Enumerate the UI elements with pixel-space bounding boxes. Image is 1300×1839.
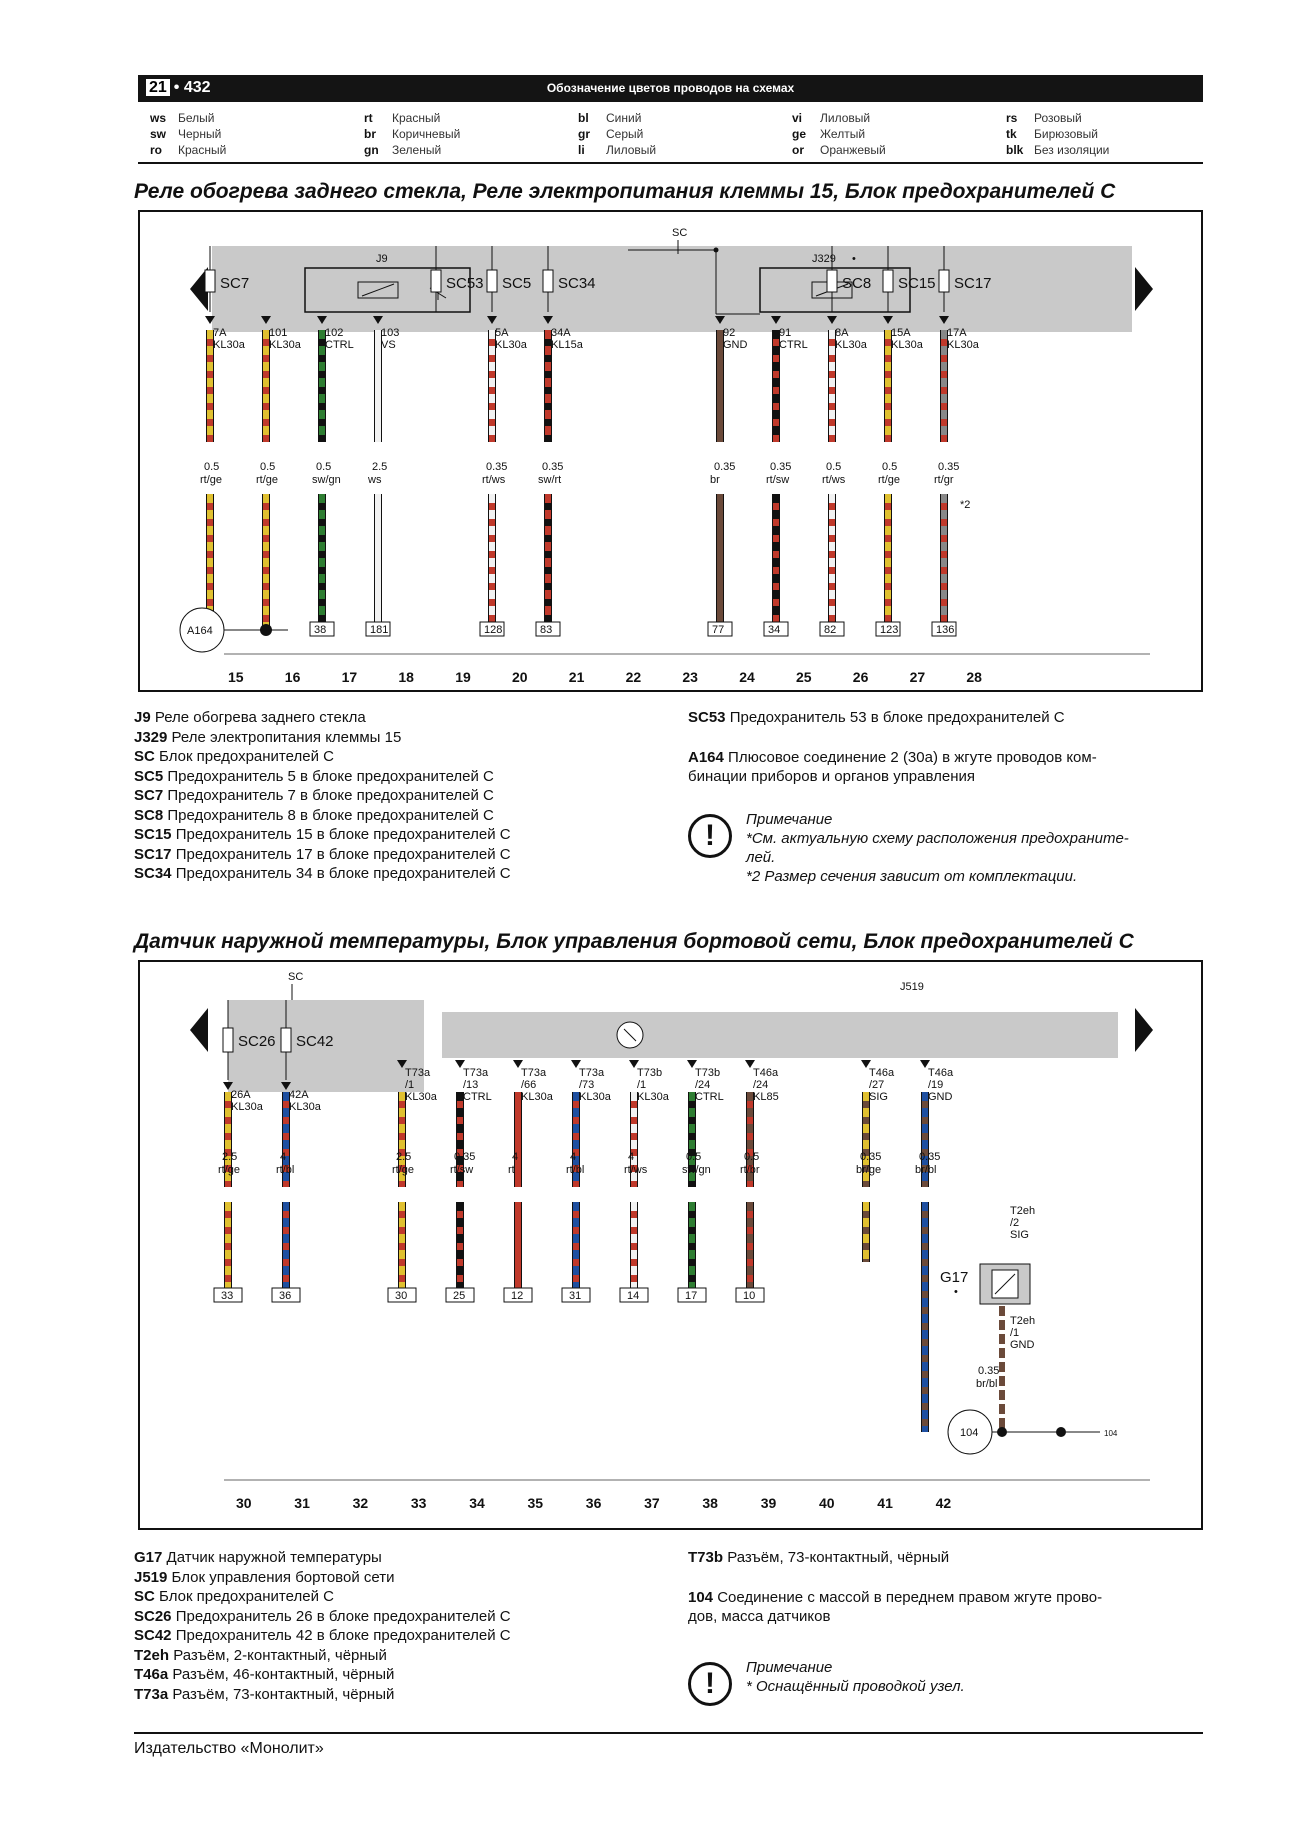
legend-entry: SC15 Предохранитель 15 в блоке предохранителей С: [134, 826, 511, 843]
pin-number: 123: [880, 624, 899, 636]
wire-number: 26A: [231, 1089, 251, 1101]
legend-entry: 104 Соединение с массой в переднем правом жгуте прово-: [688, 1588, 1103, 1606]
wire-signal: KL30a: [637, 1091, 669, 1103]
section2-legend-left: [134, 1548, 511, 1704]
legend-entry: SC17 Предохранитель 17 в блоке предохранителей С: [134, 845, 511, 863]
ground-104-label: 104: [960, 1427, 979, 1439]
svg-text:/2: /2: [1010, 1217, 1020, 1229]
svg-text:SIG: SIG: [1010, 1229, 1029, 1241]
wire-signal: KL30a: [405, 1091, 437, 1103]
pin-number: 181: [370, 624, 389, 636]
wire-size: 0.5: [316, 461, 332, 473]
legend-column: rt Красный br Коричневый gn Зеленый: [364, 111, 461, 157]
wire-color: rt/ws: [822, 474, 846, 486]
fuse-label: SC5: [502, 275, 532, 292]
warning-icon: !: [688, 1662, 732, 1706]
wire-number: T73b: [637, 1067, 663, 1079]
wire-size: 0.5: [882, 461, 898, 473]
svg-text:T2eh: T2eh: [1010, 1315, 1036, 1327]
ground-a164-label: A164: [187, 625, 213, 637]
wire-size: 0.35: [454, 1151, 476, 1163]
wire-signal: KL85: [753, 1091, 779, 1103]
pin-number: 136: [936, 624, 955, 636]
fuse-label: SC34: [558, 275, 596, 292]
wire-signal: KL30a: [891, 339, 923, 351]
wire-pin-ref: /13: [463, 1079, 479, 1091]
pin-number: 83: [540, 624, 553, 636]
relay-j9-label: J9: [376, 253, 388, 265]
wire-number: T46a: [928, 1067, 954, 1079]
wire-color: sw/gn: [312, 474, 341, 486]
wire-size: 2.5: [396, 1151, 412, 1163]
wire-pin-ref: /24: [753, 1079, 769, 1091]
svg-text:•: •: [954, 1286, 958, 1298]
column-number: 18: [398, 669, 414, 685]
fuse-block-sc: [212, 246, 1132, 332]
wire-color: br/ge: [856, 1164, 882, 1176]
section1-legend-right: SC53 Предохранитель 53 в блоке предохранителей С A164 Плюсовое соединение 2 (30а) в жгуте проводов ком- бинации приборов и органов управления: [688, 709, 1097, 785]
fuse-label: SC26: [238, 1033, 276, 1050]
pin-number: 77: [712, 624, 725, 636]
wire-pin-ref: /73: [579, 1079, 595, 1091]
legend-column: bl Синий gr Серый li Лиловый: [578, 111, 657, 157]
wire-color: rt/bl: [276, 1164, 295, 1176]
wire-signal: GND: [928, 1091, 953, 1103]
legend-column: rs Розовый tk Бирюзовый blk Без изоляции: [1006, 111, 1110, 157]
wire-color: sw/rt: [538, 474, 562, 486]
wire-number: 34A: [551, 327, 571, 339]
column-number: 30: [236, 1495, 252, 1511]
wire-signal: VS: [381, 339, 396, 351]
page-header: [138, 75, 1203, 102]
wire-signal: CTRL: [779, 339, 808, 351]
fuse-label: SC42: [296, 1033, 334, 1050]
wire-number: T73a: [521, 1067, 547, 1079]
wire-size: 2.5: [222, 1151, 238, 1163]
wire-color: rt/bl: [566, 1164, 585, 1176]
column-number: 26: [852, 669, 869, 685]
legend-entry: SC42 Предохранитель 42 в блоке предохранителей С: [134, 1627, 511, 1644]
fuse-sc17: [939, 270, 949, 292]
wire-size: 0.5: [204, 461, 220, 473]
size-note: *2: [960, 499, 971, 511]
relay-j329-label: J329: [812, 253, 836, 265]
column-number: 22: [625, 669, 642, 685]
legend-entry: SC Блок предохранителей С: [134, 748, 334, 765]
module-j519: [442, 1012, 1118, 1058]
pin-number: 36: [279, 1290, 292, 1302]
wire-size: 0.5: [686, 1151, 702, 1163]
column-number: 31: [294, 1495, 310, 1511]
sensor-g17-label: G17: [940, 1269, 969, 1286]
wire-number: 15A: [891, 327, 911, 339]
pin-number: 30: [395, 1290, 408, 1302]
wire-signal: KL30a: [521, 1091, 553, 1103]
column-number: 25: [796, 669, 812, 685]
wire-size: 0.35: [542, 461, 564, 473]
wire-number: 7A: [213, 327, 227, 339]
wire-size: 2.5: [372, 461, 388, 473]
wire-size: 0.35: [770, 461, 792, 473]
wire-color: rt/gr: [934, 474, 954, 486]
wire-size: 4: [512, 1151, 519, 1163]
legend-column: vi Лиловый ge Желтый or Оранжевый: [792, 111, 886, 157]
pin-number: 25: [453, 1290, 466, 1302]
fuse-sc42: [281, 1028, 291, 1052]
wire-size: 0.35: [938, 461, 960, 473]
column-number: 38: [702, 1495, 718, 1511]
section2-note: ! Примечание * Оснащённый проводкой узел.: [688, 1658, 1208, 1714]
wire-size: 0.5: [744, 1151, 760, 1163]
wire-signal: CTRL: [463, 1091, 492, 1103]
column-number: 41: [877, 1495, 893, 1511]
wire-size: 0.35: [486, 461, 508, 473]
section1-title: Реле обогрева заднего стекла, Реле электропитания клеммы 15, Блок предохранителей С: [134, 180, 1116, 203]
wire-number: T46a: [753, 1067, 779, 1079]
wire-pin-ref: /19: [928, 1079, 944, 1091]
page-number: 21 • 432: [146, 79, 211, 97]
wire-signal: KL30a: [495, 339, 527, 351]
wire-signal: KL30a: [269, 339, 301, 351]
right-arrow-icon: [1135, 267, 1153, 311]
pin-number: 10: [743, 1290, 756, 1302]
section2-legend-right: T73b Разъём, 73-контактный, чёрный 104 Соединение с массой в переднем правом жгуте прово- дов, масса датчиков: [688, 1549, 1103, 1625]
section1-note: ! Примечание *См. актуальную схему расположения предохраните- лей. *2 Размер сечения зависит от комплектации.: [688, 810, 1208, 890]
wire-signal: KL30a: [835, 339, 867, 351]
wire-size: 4: [628, 1151, 635, 1163]
column-number: 28: [966, 669, 982, 685]
column-number: 32: [352, 1495, 369, 1511]
footer-rule: [134, 1732, 1203, 1734]
wire-size: 0.5: [826, 461, 842, 473]
legend-entry: G17 Датчик наружной температуры: [134, 1549, 382, 1566]
wire-color: rt/ws: [624, 1164, 648, 1176]
wire-color: sw/gn: [682, 1164, 711, 1176]
svg-text:br/bl: br/bl: [976, 1378, 998, 1390]
legend-entry: SC7 Предохранитель 7 в блоке предохранителей С: [134, 787, 494, 804]
column-number: 40: [819, 1495, 835, 1511]
legend-entry: SC34 Предохранитель 34 в блоке предохранителей С: [134, 865, 511, 882]
wire-number: 92: [723, 327, 736, 339]
wire-color: br: [710, 474, 720, 486]
section1-diagram: [138, 210, 1203, 692]
wire-size: 4: [280, 1151, 287, 1163]
wire-color: rt/ge: [256, 474, 279, 486]
fuse-label: SC15: [898, 275, 936, 292]
legend-entry: A164 Плюсовое соединение 2 (30а) в жгуте проводов ком-: [688, 748, 1097, 766]
wire-signal: KL30a: [947, 339, 979, 351]
wire-number: T73a: [579, 1067, 605, 1079]
wire-signal: SIG: [869, 1091, 888, 1103]
column-number: 15: [228, 669, 244, 685]
column-number: 21: [568, 669, 585, 685]
wiring-diagram-2: [140, 962, 1205, 1532]
fuse-sc26: [223, 1028, 233, 1052]
warning-icon: !: [688, 814, 732, 858]
pin-number: 128: [484, 624, 503, 636]
wire-pin-ref: /1: [637, 1079, 647, 1091]
legend-entry: T73a Разъём, 73-контактный, чёрный: [134, 1685, 395, 1703]
column-number: 24: [739, 669, 755, 685]
wire-size: 0.5: [260, 461, 276, 473]
legend-entry: T73b Разъём, 73-контактный, чёрный: [688, 1549, 950, 1566]
column-number: 39: [760, 1495, 777, 1511]
color-legend: [138, 104, 1203, 164]
column-number: 20: [512, 669, 528, 685]
wire-number: 42A: [289, 1089, 309, 1101]
wire-number: 102: [325, 327, 344, 339]
wire-color: ws: [368, 474, 382, 486]
wire-signal: KL30a: [213, 339, 245, 351]
wire-number: T73a: [405, 1067, 431, 1079]
wire-number: T73b: [695, 1067, 721, 1079]
wire-number: T46a: [869, 1067, 895, 1079]
svg-text:•: •: [852, 253, 856, 265]
wire-signal: CTRL: [695, 1091, 724, 1103]
legend-entry: T2eh Разъём, 2-контактный, чёрный: [134, 1646, 387, 1664]
legend-entry: SC5 Предохранитель 5 в блоке предохранителей С: [134, 767, 494, 785]
wire-color: rt/sw: [450, 1164, 474, 1176]
legend-entry: J9 Реле обогрева заднего стекла: [134, 709, 366, 726]
wire-signal: CTRL: [325, 339, 354, 351]
wire-number: 5A: [495, 327, 509, 339]
pin-number: 82: [824, 624, 837, 636]
legend-entry: SC Блок предохранителей С: [134, 1588, 334, 1605]
wire-color: rt/br: [740, 1164, 760, 1176]
fuse-sc7: [205, 270, 215, 292]
fuse-label: SC17: [954, 275, 992, 292]
wire-pin-ref: /27: [869, 1079, 885, 1091]
column-number: 36: [585, 1495, 602, 1511]
column-number: 27: [909, 669, 926, 685]
legend-entry: J329 Реле электропитания клеммы 15: [134, 728, 402, 746]
column-number: 33: [410, 1495, 427, 1511]
fuse-label: SC8: [842, 275, 872, 292]
svg-text:0.35: 0.35: [978, 1365, 1000, 1377]
fuse-sc53: [431, 270, 441, 292]
header-title: Обозначение цветов проводов на схемах: [546, 81, 795, 95]
column-number: 23: [682, 669, 698, 685]
legend-entry: SC53 Предохранитель 53 в блоке предохранителей С: [688, 709, 1065, 726]
pin-number: 14: [627, 1290, 640, 1302]
legend-entry: T46a Разъём, 46-контактный, чёрный: [134, 1666, 395, 1683]
fuse-sc8: [827, 270, 837, 292]
section1-legend-left: [134, 708, 511, 884]
wire-number: 8A: [835, 327, 849, 339]
ground-ref: 104: [1104, 1429, 1118, 1438]
wire-color: rt/ws: [482, 474, 506, 486]
publisher: Издательство «Монолит»: [134, 1740, 324, 1757]
right-arrow-icon: [1135, 1008, 1153, 1052]
svg-text:T2eh: T2eh: [1010, 1205, 1036, 1217]
fuse-sc15: [883, 270, 893, 292]
sc-label: SC: [672, 227, 688, 239]
wire-color: rt: [508, 1164, 515, 1176]
wire-signal: KL30a: [231, 1101, 263, 1113]
svg-text:/1: /1: [1010, 1327, 1020, 1339]
wire-color: rt/ge: [200, 474, 223, 486]
legend-column: ws Белый sw Черный ro Красный: [150, 111, 227, 157]
wire-pin-ref: /1: [405, 1079, 415, 1091]
legend-entry: SC8 Предохранитель 8 в блоке предохранителей С: [134, 806, 494, 824]
wire-size: 0.35: [860, 1151, 882, 1163]
wire-color: rt/sw: [766, 474, 790, 486]
wiring-diagram-1: [140, 212, 1205, 694]
pin-number: 12: [511, 1290, 524, 1302]
legend-entry: J519 Блок управления бортовой сети: [134, 1568, 395, 1586]
module-j519-label: J519: [900, 981, 924, 993]
section2-diagram: [138, 960, 1203, 1530]
wire-color: rt/ge: [218, 1164, 241, 1176]
column-number: 34: [469, 1495, 485, 1511]
column-number: 19: [455, 669, 471, 685]
wire-signal: KL15a: [551, 339, 583, 351]
wire-signal: KL30a: [579, 1091, 611, 1103]
wire-number: 101: [269, 327, 288, 339]
wire-number: T73a: [463, 1067, 489, 1079]
fuse-label: SC7: [220, 275, 250, 292]
column-number: 35: [527, 1495, 544, 1511]
pin-number: 33: [221, 1290, 234, 1302]
wire-number: 103: [381, 327, 400, 339]
pin-number: 34: [768, 624, 781, 636]
wire-size: 0.35: [919, 1151, 941, 1163]
wire-pin-ref: /66: [521, 1079, 537, 1091]
fuse-label: SC53: [446, 275, 484, 292]
wire-color: br/bl: [915, 1164, 937, 1176]
legend-entry: SC26 Предохранитель 26 в блоке предохранителей С: [134, 1607, 511, 1625]
wire-signal: GND: [723, 339, 748, 351]
wire-color: rt/ge: [392, 1164, 415, 1176]
pin-number: 38: [314, 624, 327, 636]
wire-number: 91: [779, 327, 792, 339]
column-number: 17: [341, 669, 358, 685]
left-arrow-icon: [190, 1008, 208, 1052]
column-number: 37: [644, 1495, 660, 1511]
section2-title: Датчик наружной температуры, Блок управления бортовой сети, Блок предохранителей С: [134, 930, 1134, 953]
svg-text:GND: GND: [1010, 1339, 1035, 1351]
wire-pin-ref: /24: [695, 1079, 711, 1091]
pin-number: 31: [569, 1290, 582, 1302]
column-number: 16: [284, 669, 301, 685]
column-number: 42: [935, 1495, 952, 1511]
sc-label: SC: [288, 971, 304, 983]
wire-color: rt/ge: [878, 474, 901, 486]
fuse-sc5: [487, 270, 497, 292]
pin-number: 17: [685, 1290, 698, 1302]
wire-number: 17A: [947, 327, 967, 339]
fuse-sc34: [543, 270, 553, 292]
wire-signal: KL30a: [289, 1101, 321, 1113]
wire-size: 4: [570, 1151, 577, 1163]
wire-size: 0.35: [714, 461, 736, 473]
